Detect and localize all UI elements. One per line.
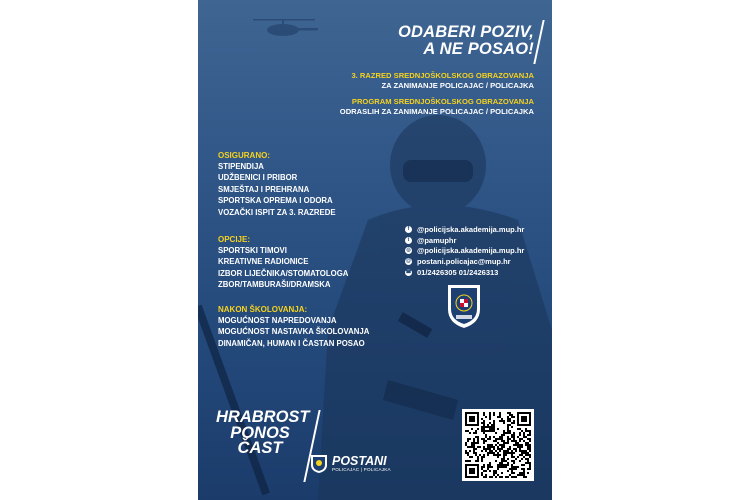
- slogan-line1: HRABROST: [216, 408, 310, 426]
- contact-phone[interactable]: [405, 267, 545, 278]
- list-item: KREATIVNE RADIONICE: [218, 257, 309, 267]
- contacts-list: [405, 224, 545, 278]
- programs-block: [294, 71, 534, 123]
- list-item: IZBOR LIJEČNIKA/STOMATOLOGA: [218, 268, 349, 278]
- facebook-icon: f: [405, 226, 412, 233]
- section-heading: NAKON ŠKOLOVANJA:: [218, 305, 308, 314]
- section-osigurano: [218, 150, 336, 218]
- section-opcije: [218, 234, 348, 291]
- program-item: [294, 97, 534, 117]
- qr-code-icon: [465, 412, 531, 478]
- list-item: SPORTSKI TIMOVI: [218, 246, 287, 255]
- contact-email[interactable]: [405, 256, 545, 267]
- list-item: MOGUĆNOST NASTAVKA ŠKOLOVANJA: [218, 327, 370, 337]
- instagram-icon: ◎: [406, 247, 411, 254]
- program-subtitle: ZA ZANIMANJE POLICAJAC / POLICAJKA: [381, 81, 534, 90]
- section-heading: OPCIJE:: [218, 235, 251, 244]
- program-title: PROGRAM SREDNJOŠKOLSKOG OBRAZOVANJA: [351, 97, 534, 106]
- headline-line2: A NE POSAO!: [423, 40, 534, 58]
- postani-logo-block: [310, 454, 391, 474]
- headline: [334, 24, 534, 58]
- contact-text[interactable]: @pamuphr: [417, 235, 457, 245]
- list-item: DINAMIČAN, HUMAN I ČASTAN POSAO: [218, 338, 365, 348]
- list-item: STIPENDIJA: [218, 162, 264, 171]
- headline-line1: ODABERI POZIV,: [397, 23, 534, 41]
- list-item: SMJEŠTAJ I PREHRANA: [218, 184, 310, 194]
- contact-text[interactable]: postani.policajac@mup.hr: [417, 257, 511, 267]
- program-title: 3. RAZRED SREDNJOŠKOLSKOG OBRAZOVANJA: [351, 71, 534, 80]
- postani-subtitle: POLICAJAC | POLICAJKA: [332, 467, 391, 472]
- list-item: SPORTSKA OPREMA I ODORA: [218, 196, 333, 206]
- email-icon: @: [406, 258, 411, 265]
- twitter-icon: t: [405, 237, 412, 244]
- slogan: [216, 408, 310, 457]
- contact-facebook[interactable]: [405, 224, 545, 235]
- police-shield-icon: [310, 454, 328, 474]
- contact-text[interactable]: @policijska.akademija.mup.hr: [417, 224, 525, 234]
- contact-instagram[interactable]: [405, 246, 545, 257]
- qr-code[interactable]: [462, 409, 534, 481]
- contact-text[interactable]: @policijska.akademija.mup.hr: [417, 246, 525, 256]
- police-academy-badge-icon: [446, 283, 482, 329]
- phone-icon: ☎: [405, 269, 412, 276]
- program-subtitle: ODRASLIH ZA ZANIMANJE POLICAJAC / POLICAJKA: [339, 107, 534, 116]
- contact-text[interactable]: 01/2426305 01/2426313: [417, 268, 499, 278]
- contact-twitter[interactable]: [405, 235, 545, 246]
- recruitment-poster: [198, 0, 552, 500]
- list-item: MOGUĆNOST NAPREDOVANJA: [218, 316, 337, 325]
- slogan-line3: ČAST: [237, 439, 283, 457]
- list-item: ZBOR/TAMBURAŠI/DRAMSKA: [218, 280, 331, 290]
- list-item: VOZAČKI ISPIT ZA 3. RAZREDE: [218, 207, 336, 217]
- postani-title: POSTANI: [332, 454, 387, 468]
- list-item: UDŽBENICI I PRIBOR: [218, 173, 298, 183]
- program-item: [294, 71, 534, 91]
- slogan-line2: PONOS: [230, 423, 290, 442]
- section-nakon-skolovanja: [218, 304, 369, 349]
- postani-text: [332, 455, 391, 473]
- section-heading: OSIGURANO:: [218, 151, 270, 160]
